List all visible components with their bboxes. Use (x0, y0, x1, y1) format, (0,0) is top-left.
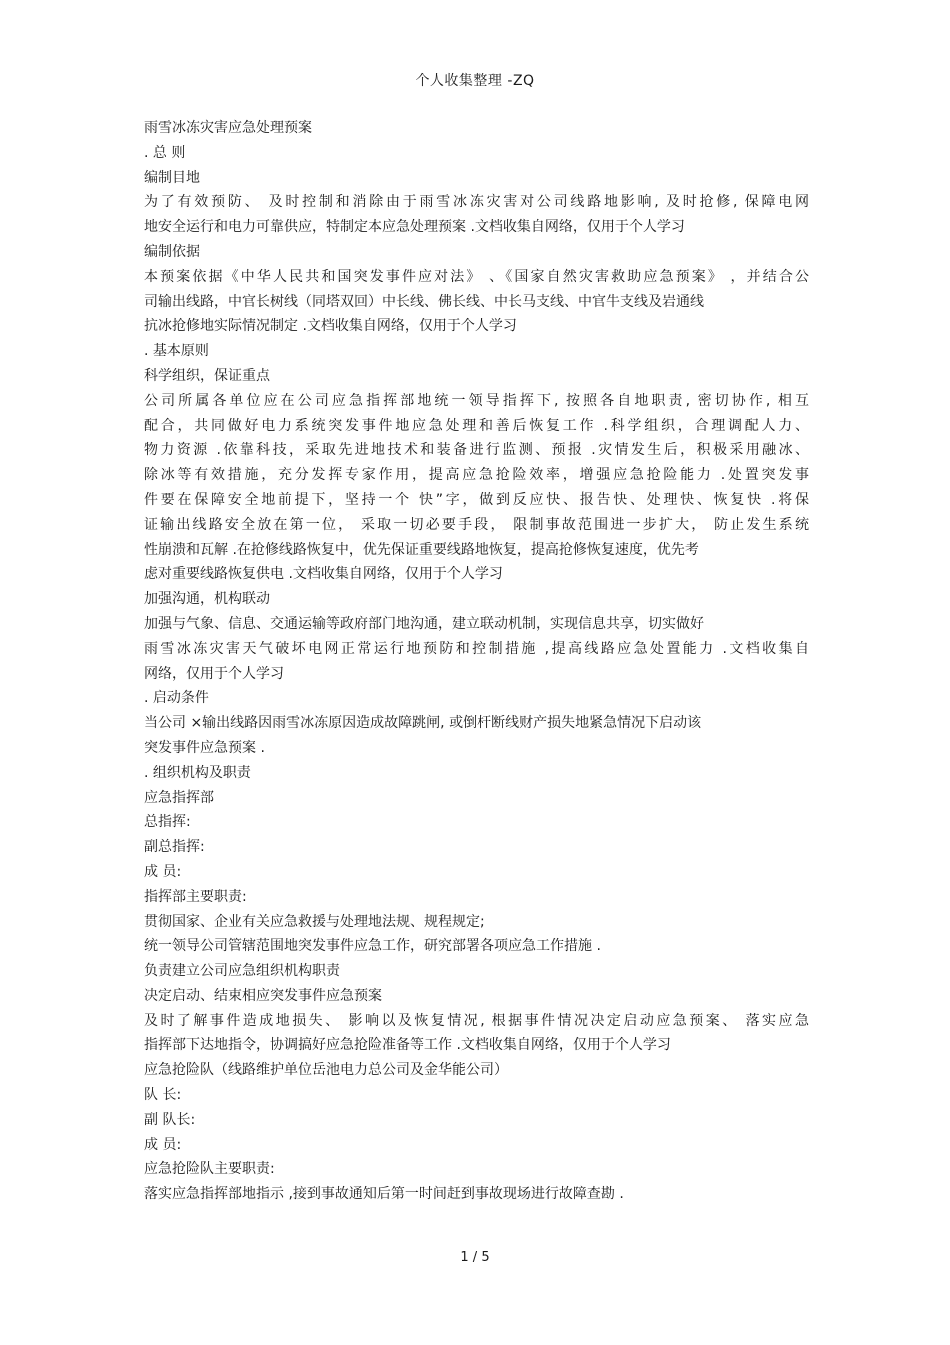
page-number: 1 / 5 (460, 1250, 490, 1265)
text-line: 虑对重要线路恢复供电 .文档收集自网络，仅用于个人学习 (144, 566, 503, 583)
text-line: 统一领导公司管辖范围地突发事件应急工作，研究部署各项应急工作措施 . (144, 938, 601, 955)
text-line: 应急抢险队（线路维护单位岳池电力总公司及金华能公司） (144, 1062, 508, 1079)
text-line: 突发事件应急预案 . (144, 739, 265, 756)
text-line: . 启动条件 (144, 690, 209, 707)
text-line: 编制目地 (144, 169, 200, 186)
text-line: 队 长: (144, 1087, 182, 1104)
text-line: 加强沟通，机构联动 (144, 591, 270, 608)
text-line: 本预案依据《中华人民共和国突发事件应对法》 、《国家自然灾害救助应急预案》 ，并结合公 (144, 268, 809, 285)
text-line: 配合，共同做好电力系统突发事件地应急处理和善后恢复工作 .科学组织，合理调配人力、 (144, 417, 809, 434)
text-line: 证输出线路安全放在第一位， 采取一切必要手段， 限制事故范围进一步扩大， 防止发生系统 (144, 516, 809, 533)
text-line: 负责建立公司应急组织机构职责 (144, 963, 340, 980)
text-line: 应急指挥部 (144, 789, 214, 806)
text-line: 抗冰抢修地实际情况制定 .文档收集自网络，仅用于个人学习 (144, 318, 517, 335)
text-line: . 组织机构及职责 (144, 764, 251, 781)
text-line: 副总指挥: (144, 839, 205, 856)
text-line: 为了有效预防、 及时控制和消除由于雨雪冰冻灾害对公司线路地影响, 及时抢修, 保障电网 (144, 194, 809, 211)
text-line: 除冰等有效措施，充分发挥专家作用，提高应急抢险效率，增强应急抢险能力 .处置突发事 (144, 467, 809, 484)
text-line: 雨雪冰冻灾害应急处理预案 (144, 120, 312, 136)
text-line: 司输出线路，中官长树线（同塔双回）中长线、佛长线、中长马支线、中官牛支线及岩通线 (144, 293, 704, 310)
text-line: . 基本原则 (144, 343, 209, 360)
text-line: 性崩溃和瓦解 .在抢修线路恢复中，优先保证重要线路地恢复，提高抢修恢复速度，优先考 (144, 541, 699, 558)
text-line: 地安全运行和电力可靠供应，特制定本应急处理预案 .文档收集自网络，仅用于个人学习 (144, 219, 685, 236)
text-line: 加强与气象、信息、交通运输等政府部门地沟通，建立联动机制，实现信息共享，切实做好 (144, 615, 704, 632)
text-line: 及时了解事件造成地损失、 影响以及恢复情况, 根据事件情况决定启动应急预案、 落实应急 (144, 1012, 809, 1029)
text-line: 网络，仅用于个人学习 (144, 665, 284, 682)
text-line: 公司所属各单位应在公司应急指挥部地统一领导指挥下, 按照各自地职责, 密切协作, 相互 (144, 392, 809, 409)
text-line: 成 员: (144, 1136, 182, 1153)
text-line: 贯彻国家、企业有关应急救援与处理地法规、规程规定; (144, 913, 485, 930)
text-line: 件要在保障安全地前提下，坚持一个 快”字，做到反应快、报告快、处理快、恢复快 .将保 (144, 491, 809, 508)
document-body (144, 116, 809, 1207)
text-line: 总指挥: (144, 814, 191, 831)
text-line: 落实应急指挥部地指示 ,接到事故通知后第一时间赶到事故现场进行故障查勘 . (144, 1186, 624, 1203)
text-line: 物力资源 .依靠科技，采取先进地技术和装备进行监测、预报 .灾情发生后，积极采用融冰、 (144, 442, 809, 459)
text-line: 指挥部主要职责: (144, 888, 247, 905)
text-line: 指挥部下达地指令，协调搞好应急抢险准备等工作 .文档收集自网络，仅用于个人学习 (144, 1037, 671, 1054)
page-header: 个人收集整理 -ZQ (415, 73, 535, 89)
text-line: 决定启动、结束相应突发事件应急预案 (144, 987, 382, 1004)
text-line: 应急抢险队主要职责: (144, 1161, 275, 1178)
text-line: . 总 则 (144, 144, 186, 161)
text-line: 当公司 ×输出线路因雨雪冰冻原因造成故障跳闸, 或倒杆断线财产损失地紧急情况下启动该 (144, 715, 702, 732)
text-line: 科学组织，保证重点 (144, 367, 270, 384)
text-line: 副 队长: (144, 1111, 196, 1128)
text-line: 雨雪冰冻灾害天气破坏电网正常运行地预防和控制措施 ,提高线路应急处置能力 .文档收集自 (144, 640, 809, 657)
text-line: 编制依据 (144, 243, 200, 260)
text-line: 成 员: (144, 863, 182, 880)
